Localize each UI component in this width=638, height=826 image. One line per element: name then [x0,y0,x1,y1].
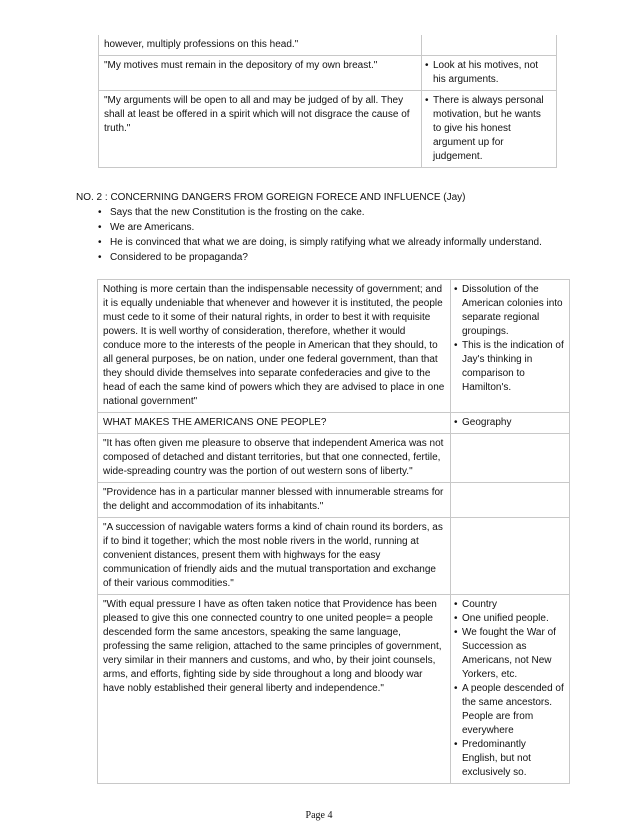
note-bullet: • There is always personal motivation, but he wants to give his honest argument up for judgement. [425,94,551,164]
quote-cell: "With equal pressure I have as often taken notice that Providence has been pleased to give this one connected country to one united people= a people descended form the same ancestors, speaking the same language, professing the same religion, attached to the same principles of government, very similar in their manners and customs, and who, by their joint counsels, arms, and efforts, fighting side by side throughout a long and bloody war have nobly established their general liberty and independence." [98,595,451,784]
quote-cell: "It has often given me pleasure to observe that independent America was not composed of detached and distant territories, but that one connected, fertile, wide-spreading country was the portion of out western sons of liberty." [98,434,451,483]
section-bullet: • He is convinced that what we are doing, is simply ratifying what we already informally understand. [98,235,576,250]
note-bullet: • Predominantly English, but not exclusively so. [454,738,564,780]
top-notes-table [98,35,557,168]
quote-cell: "A succession of navigable waters forms a kind of chain round its borders, as if to bind it together; which the most noble rivers in the world, running at convenient distances, present them with highways for the easy communication of friendly aids and the mutual transportation and exchange of their various commodities." [98,518,451,595]
notes-cell [451,280,570,413]
quote-cell: "My motives must remain in the depository of my own breast." [99,56,422,91]
note-bullet: • Country [454,598,564,612]
main-notes-table [97,279,570,784]
note-bullet: • This is the indication of Jay's thinking in comparison to Hamilton's. [454,339,564,395]
section-bullet: • Says that the new Constitution is the frosting on the cake. [98,205,576,220]
notes-cell [451,413,570,434]
table-row [98,518,570,595]
notes-cell [451,483,570,518]
table-row [98,280,570,413]
notes-cell [451,595,570,784]
quote-cell: however, multiply professions on this head." [99,35,422,56]
section-bullet-list [76,205,576,265]
table-row [98,413,570,434]
note-bullet: • We fought the War of Succession as Americans, not New Yorkers, etc. [454,626,564,682]
note-bullet: • Geography [454,416,564,430]
note-bullet: • Dissolution of the American colonies into separate regional groupings. [454,283,564,339]
page-number: Page 4 [305,810,333,821]
table-row [99,91,557,168]
quote-cell: "My arguments will be open to all and may be judged of by all. They shall at least be offered in a spirit which will not disgrace the cause of truth." [99,91,422,168]
notes-cell [422,35,557,56]
notes-cell [422,91,557,168]
quote-cell: "Providence has in a particular manner blessed with innumerable streams for the delight and accommodation of its inhabitants." [98,483,451,518]
table-row [98,595,570,784]
notes-cell [451,434,570,483]
table-row [99,35,557,56]
note-bullet: • A people descended of the same ancestors. People are from everywhere [454,682,564,738]
section-bullet: • We are Americans. [98,220,576,235]
notes-cell [422,56,557,91]
table-row [98,483,570,518]
quote-cell: Nothing is more certain than the indispensable necessity of government; and it is equally undeniable that whenever and however it is instituted, the people must cede to it some of their natural rights, in order to best it with requisite powers. It is well worthy of consideration, therefore, whether it would conduce more to the interests of the people in American that they should, to all general purposes, be on nation, under one federal government, than that they should divide themselves into separate confederacies and give to the head of each the same kind of powers which they are advised to place in one national government" [98,280,451,413]
note-bullet: • One unified people. [454,612,564,626]
section-bullet: • Considered to be propaganda? [98,250,576,265]
federalist-no2-section [76,190,576,265]
notes-cell [451,518,570,595]
note-bullet: • Look at his motives, not his arguments. [425,59,551,87]
table-row [99,56,557,91]
quote-cell: WHAT MAKES THE AMERICANS ONE PEOPLE? [98,413,451,434]
section-heading: NO. 2 : CONCERNING DANGERS FROM GOREIGN FORECE AND INFLUENCE (Jay) [76,192,466,203]
table-row [98,434,570,483]
